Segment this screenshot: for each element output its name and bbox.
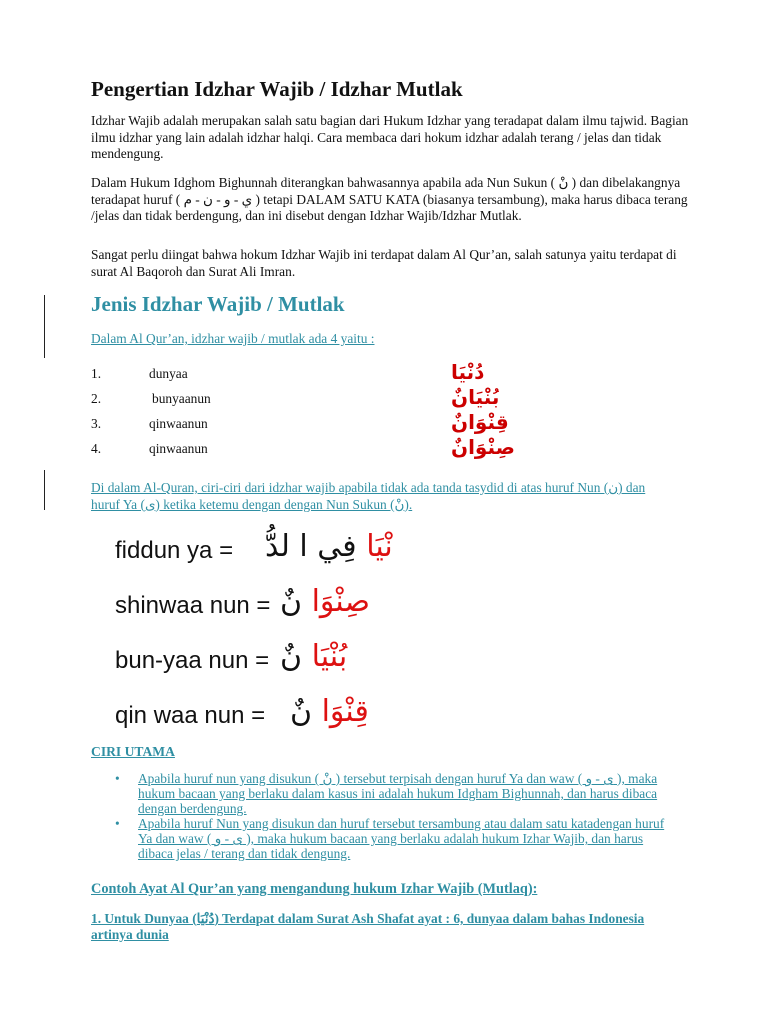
paragraph-note: Sangat perlu diingat bahwa hokum Idzhar Wajib ini terdapat dalam Al Qur’an, salah satunya yaitu terdapat di surat Al Baqoroh dan Surat Ali Imran. xyxy=(91,247,677,279)
list-arabic: صِنْوَانٌ xyxy=(451,435,515,459)
list-item xyxy=(91,387,561,412)
list-latin: qinwaanun xyxy=(149,416,208,431)
ciri-bullet-list xyxy=(91,771,681,861)
contoh-heading[interactable]: Contoh Ayat Al Qur’an yang mengandung hukum Izhar Wajib (Mutlaq): xyxy=(91,881,538,897)
contoh-item[interactable]: 1. Untuk Dunyaa (دُنْيَا) Terdapat dalam Surat Ash Shafat ayat : 6, dunyaa dalam bahas Indonesia artinya dunia xyxy=(91,911,645,942)
list-intro[interactable]: Dalam Al Qur’an, idzhar wajib / mutlak ada 4 yaitu : xyxy=(91,331,375,346)
example-arabic-black: نٌ xyxy=(280,639,303,674)
section-heading-jenis: Jenis Idzhar Wajib / Mutlak xyxy=(91,292,345,316)
example-arabic-black: فِي ا لدُّ xyxy=(265,529,357,564)
example-arabic-black: نٌ xyxy=(290,694,313,729)
word-list xyxy=(91,362,561,462)
example-label: qin waa nun = xyxy=(115,702,266,729)
list-number: 1. xyxy=(91,366,102,381)
paragraph-definition: Idzhar Wajib adalah merupakan salah satu bagian dari Hukum Idzhar yang teradapat dalam ilmu tajwid. Bagian ilmu idzhar yang lain adalah idzhar halqi. Cara membaca dari hokum idzhar adalah terang / jelas dan tidak mendengung. xyxy=(91,113,689,161)
example-row xyxy=(115,529,415,590)
example-label: bun-yaa nun = xyxy=(115,647,270,674)
note-link[interactable]: Di dalam Al-Quran, ciri-ciri dari idzhar wajib apabila tidak ada tanda tasydid di atas huruf Nun (ن) dan huruf Ya (ى) ketika ketemu dengan dengan Nun Sukun (نْ). xyxy=(91,480,646,512)
example-arabic xyxy=(290,694,369,729)
list-latin: bunyaanun xyxy=(152,391,211,406)
example-label: shinwaa nun = xyxy=(115,592,271,619)
paragraph-idghom: Dalam Hukum Idghom Bighunnah diterangkan bahwasannya apabila ada Nun Sukun ( نْ ) dan dibelakangnya teradapat huruf ( ي - و - ن - م ) tetapi DALAM SATU KATA (biasanya tersambung), maka harus dibaca terang /jelas dan tidak berdengung, dan ini disebut dengan Idzhar Wajib/Idzhar Mutlak. xyxy=(91,175,688,223)
list-arabic: قِنْوَانٌ xyxy=(451,410,509,434)
example-figure xyxy=(115,529,415,755)
list-item xyxy=(91,437,561,462)
list-arabic: دُنْيَا xyxy=(451,360,485,384)
ciri-heading[interactable]: CIRI UTAMA xyxy=(91,744,175,759)
example-arabic xyxy=(280,639,347,674)
bullet-marker: • xyxy=(115,816,120,831)
page-title: Pengertian Idzhar Wajib / Idzhar Mutlak xyxy=(91,77,463,101)
example-row xyxy=(115,639,415,700)
ciri-bullet-text: Apabila huruf Nun yang disukun dan huruf tersebut tersambung atau dalam satu katadengan huruf Ya dan waw ( ى - و ), maka hukum bacaan yang berlaku adalah hukum Izhar Wajib, dan harus dibaca jelas / terang dan tidak dengung. xyxy=(138,816,665,861)
list-latin: dunyaa xyxy=(149,366,188,381)
example-label: fiddun ya = xyxy=(115,537,234,564)
example-arabic xyxy=(280,584,370,619)
list-item xyxy=(91,362,561,387)
example-arabic-red: نْيَا xyxy=(366,529,393,564)
example-arabic-red: قِنْوَا xyxy=(321,694,369,729)
example-arabic-red: بُنْيَا xyxy=(311,639,348,674)
list-number: 2. xyxy=(91,391,102,406)
example-row xyxy=(115,584,415,645)
list-number: 3. xyxy=(91,416,102,431)
list-arabic: بُنْيَانٌ xyxy=(451,385,500,409)
example-arabic-red: صِنْوَا xyxy=(311,584,370,619)
margin-change-bar xyxy=(44,470,45,510)
ciri-bullet-item[interactable] xyxy=(91,771,681,816)
list-latin: qinwaanun xyxy=(149,441,208,456)
ciri-bullet-item[interactable] xyxy=(91,816,681,861)
example-arabic-black: نٌ xyxy=(280,584,303,619)
margin-change-bar xyxy=(44,295,45,358)
bullet-marker: • xyxy=(115,771,120,786)
ciri-bullet-text: Apabila huruf nun yang disukun ( نْ ) tersebut terpisah dengan huruf Ya dan waw ( ى - و ), maka hukum bacaan yang berlaku dalam kasus ini adalah hukum Idgham Bighunnah, dan harus dibaca dengan berdengung. xyxy=(138,771,658,816)
list-number: 4. xyxy=(91,441,102,456)
example-arabic xyxy=(265,529,393,564)
list-item xyxy=(91,412,561,437)
